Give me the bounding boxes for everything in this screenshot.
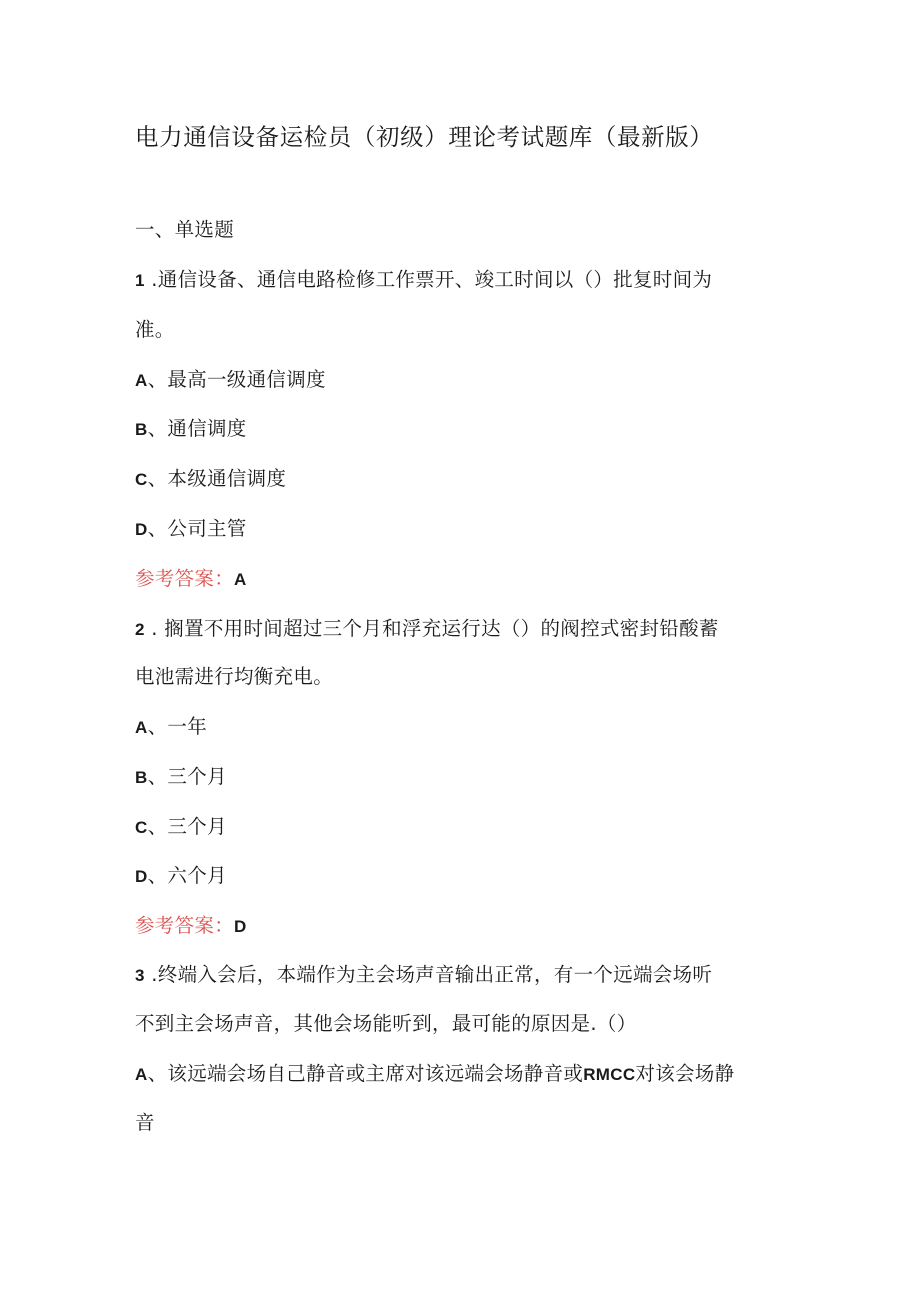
question-text: 通信设备、通信电路检修工作票开、竣工时间以（）批复时间为 (157, 268, 713, 291)
option-text: 公司主管 (167, 517, 247, 540)
question-1-option-a (135, 364, 326, 392)
question-separator: . (144, 268, 158, 291)
option-text: 该远端会场自己静音或主席对该远端会场静音或 (167, 1062, 584, 1085)
option-text: 一年 (167, 715, 207, 738)
question-separator: . (144, 963, 158, 986)
question-3-stem-line-1 (135, 959, 712, 987)
question-3-option-a (135, 1058, 734, 1086)
option-separator: 、 (147, 417, 168, 440)
option-separator: 、 (147, 765, 168, 788)
option-separator: 、 (147, 517, 168, 540)
question-1-option-c (135, 463, 286, 491)
option-separator: 、 (147, 715, 168, 738)
option-text: 最高一级通信调度 (167, 368, 326, 391)
question-1-stem-line-2: 准。 (135, 318, 175, 341)
option-letter: B (135, 420, 148, 439)
question-2-option-a (135, 711, 207, 739)
question-separator: . (144, 617, 165, 640)
option-letter: A (135, 1065, 148, 1084)
document-title: 电力通信设备运检员（初级）理论考试题库（最新版） (135, 123, 714, 151)
option-text: 三个月 (167, 815, 227, 838)
option-letter: B (135, 768, 148, 787)
question-2-option-c (135, 811, 227, 839)
question-2-stem-line-2: 电池需进行均衡充电。 (135, 665, 334, 688)
question-number: 1 (135, 271, 145, 290)
option-text: 三个月 (167, 765, 227, 788)
option-letter: C (135, 818, 148, 837)
option-letter: D (135, 867, 148, 886)
question-1-option-b (135, 413, 247, 441)
option-letter: D (135, 520, 148, 539)
option-letter: A (135, 371, 148, 390)
option-letter: A (135, 718, 148, 737)
question-3-option-a-continuation: 音 (135, 1111, 155, 1134)
question-1-option-d (135, 513, 247, 541)
option-text: 本级通信调度 (167, 467, 287, 490)
option-separator: 、 (147, 815, 168, 838)
question-2-option-d (135, 860, 227, 888)
answer-value: D (234, 917, 247, 936)
answer-value: A (234, 570, 247, 589)
question-2-answer (135, 910, 247, 938)
option-separator: 、 (147, 864, 168, 887)
option-separator: 、 (147, 467, 168, 490)
option-letter: C (135, 470, 148, 489)
option-text: 六个月 (167, 864, 227, 887)
option-separator: 、 (147, 368, 168, 391)
option-text: 通信调度 (167, 417, 247, 440)
question-2-option-b (135, 761, 227, 789)
option-separator: 、 (147, 1062, 168, 1085)
answer-label: 参考答案： (135, 567, 235, 590)
question-3-stem-line-2: 不到主会场声音，其他会场能听到，最可能的原因是.（） (135, 1012, 637, 1035)
question-1-answer (135, 563, 247, 591)
question-1-stem-line-1 (135, 264, 712, 292)
question-text: 搁置不用时间超过三个月和浮充运行达（）的阀控式密封铅酸蓄 (164, 617, 719, 640)
question-number: 2 (135, 620, 145, 639)
option-text-acronym: RMCC (583, 1065, 636, 1084)
option-text-tail: 对该会场静 (635, 1062, 735, 1085)
section-heading: 一、单选题 (135, 218, 235, 241)
question-text: 终端入会后，本端作为主会场声音输出正常，有一个远端会场听 (157, 963, 713, 986)
question-2-stem-line-1 (135, 613, 719, 641)
answer-label: 参考答案： (135, 914, 235, 937)
question-number: 3 (135, 966, 145, 985)
